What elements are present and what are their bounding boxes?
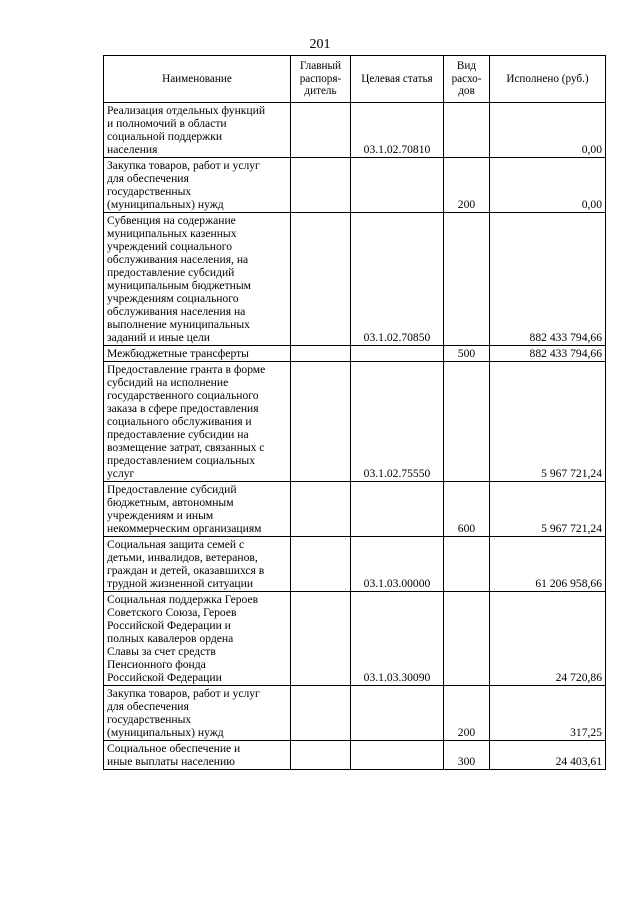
row-manager-cell (291, 158, 351, 213)
row-name-line: учреждений социального (107, 240, 233, 253)
table-row (104, 213, 606, 346)
row-amount-cell: 24 720,86 (490, 592, 606, 686)
row-name-line: Закупка товаров, работ и услуг (107, 159, 260, 172)
row-name-line: Предоставление гранта в форме (107, 363, 266, 376)
row-kind-cell: 200 (444, 158, 490, 213)
row-amount-cell: 5 967 721,24 (490, 482, 606, 537)
row-name-line: обслуживания населения, на (107, 253, 249, 266)
row-name-line: Субвенция на содержание (107, 214, 236, 227)
row-name-line: бюджетным, автономным (107, 496, 234, 509)
row-name-line: Социальная поддержка Героев (107, 593, 259, 606)
row-name-line: детьми, инвалидов, ветеранов, (107, 551, 258, 564)
row-name-line: и полномочий в области (107, 117, 227, 130)
table-row (104, 158, 606, 213)
row-name-cell (104, 346, 291, 362)
row-target-cell (351, 158, 444, 213)
table-row (104, 592, 606, 686)
row-name-line: муниципальных казенных (107, 227, 237, 240)
row-name-cell (104, 686, 291, 741)
row-target-cell: 03.1.03.30090 (351, 592, 444, 686)
row-name-line: социальной поддержки (107, 130, 223, 143)
row-manager-cell (291, 537, 351, 592)
row-name-cell (104, 158, 291, 213)
row-manager-cell (291, 103, 351, 158)
row-name-line: услуг (107, 467, 135, 480)
row-name-line: субсидий на исполнение (107, 376, 229, 389)
row-name-cell (104, 213, 291, 346)
row-kind-cell: 200 (444, 686, 490, 741)
row-target-cell (351, 346, 444, 362)
row-manager-cell (291, 482, 351, 537)
row-name-line: Российской Федерации и (107, 619, 231, 632)
row-target-cell (351, 741, 444, 770)
header-target: Целевая статья (351, 56, 444, 103)
table-header-row (104, 56, 606, 103)
row-name-line: для обеспечения (107, 172, 189, 185)
row-kind-cell (444, 213, 490, 346)
row-name-line: социального обслуживания и (107, 415, 252, 428)
row-target-cell: 03.1.02.75550 (351, 362, 444, 482)
row-amount-cell: 61 206 958,66 (490, 537, 606, 592)
row-name-line: учреждениям социального (107, 292, 239, 305)
row-name-line: заданий и иные цели (107, 331, 210, 344)
row-name-line: Советского Союза, Героев (107, 606, 237, 619)
row-manager-cell (291, 213, 351, 346)
row-kind-cell (444, 103, 490, 158)
row-amount-cell: 882 433 794,66 (490, 213, 606, 346)
row-name-line: предоставление субсидии на (107, 428, 249, 441)
row-target-cell (351, 482, 444, 537)
row-manager-cell (291, 592, 351, 686)
table-row (104, 346, 606, 362)
row-name-cell (104, 482, 291, 537)
row-amount-cell: 0,00 (490, 158, 606, 213)
table-row (104, 741, 606, 770)
row-name-line: выполнение муниципальных (107, 318, 250, 331)
row-amount-cell: 5 967 721,24 (490, 362, 606, 482)
row-name-cell (104, 362, 291, 482)
table-row (104, 362, 606, 482)
row-kind-cell (444, 592, 490, 686)
row-name-line: заказа в сфере предоставления (107, 402, 259, 415)
row-kind-cell: 300 (444, 741, 490, 770)
row-name-line: государственных (107, 185, 192, 198)
row-name-cell (104, 537, 291, 592)
row-kind-cell (444, 362, 490, 482)
header-manager: Главный распоря- дитель (291, 56, 351, 103)
row-name-line: иные выплаты населению (107, 755, 235, 768)
row-name-line: Социальная защита семей с (107, 538, 245, 551)
row-name-cell (104, 592, 291, 686)
row-name-line: учреждениям и иным (107, 509, 214, 522)
row-name-line: Реализация отдельных функций (107, 104, 266, 117)
row-target-cell: 03.1.02.70850 (351, 213, 444, 346)
row-name-line: предоставлением социальных (107, 454, 255, 467)
table-row (104, 686, 606, 741)
row-name-line: государственного социального (107, 389, 259, 402)
row-name-line: для обеспечения (107, 700, 189, 713)
row-manager-cell (291, 686, 351, 741)
header-kind: Вид расхо- дов (444, 56, 490, 103)
row-kind-cell (444, 537, 490, 592)
row-name-line: граждан и детей, оказавшихся в (107, 564, 265, 577)
row-name-line: возмещение затрат, связанных с (107, 441, 265, 454)
row-amount-cell: 24 403,61 (490, 741, 606, 770)
row-name-line: Славы за счет средств (107, 645, 216, 658)
budget-table (103, 55, 606, 770)
row-name-cell (104, 103, 291, 158)
row-kind-cell: 500 (444, 346, 490, 362)
row-name-line: государственных (107, 713, 192, 726)
row-manager-cell (291, 362, 351, 482)
row-name-line: населения (107, 143, 158, 156)
row-amount-cell: 317,25 (490, 686, 606, 741)
row-name-line: (муниципальных) нужд (107, 198, 224, 211)
row-name-line: Российской Федерации (107, 671, 222, 684)
row-name-line: муниципальным бюджетным (107, 279, 251, 292)
row-amount-cell: 882 433 794,66 (490, 346, 606, 362)
row-name-line: Межбюджетные трансферты (107, 347, 249, 360)
row-amount-cell: 0,00 (490, 103, 606, 158)
row-name-line: Предоставление субсидий (107, 483, 237, 496)
table-row (104, 482, 606, 537)
row-name-line: Закупка товаров, работ и услуг (107, 687, 260, 700)
row-manager-cell (291, 346, 351, 362)
table-row (104, 537, 606, 592)
row-kind-cell: 600 (444, 482, 490, 537)
row-name-line: Пенсионного фонда (107, 658, 206, 671)
table-row (104, 103, 606, 158)
row-name-line: Социальное обеспечение и (107, 742, 241, 755)
row-target-cell: 03.1.02.70810 (351, 103, 444, 158)
row-name-line: трудной жизненной ситуации (107, 577, 254, 590)
row-name-cell (104, 741, 291, 770)
row-name-line: (муниципальных) нужд (107, 726, 224, 739)
row-manager-cell (291, 741, 351, 770)
row-name-line: обслуживания населения на (107, 305, 246, 318)
page-number: 201 (309, 37, 331, 52)
row-target-cell: 03.1.03.00000 (351, 537, 444, 592)
table-body (104, 103, 606, 770)
row-name-line: полных кавалеров ордена (107, 632, 234, 645)
row-name-line: некоммерческим организациям (107, 522, 262, 535)
row-target-cell (351, 686, 444, 741)
header-name: Наименование (104, 56, 291, 103)
header-amount: Исполнено (руб.) (490, 56, 606, 103)
row-name-line: предоставление субсидий (107, 266, 235, 279)
